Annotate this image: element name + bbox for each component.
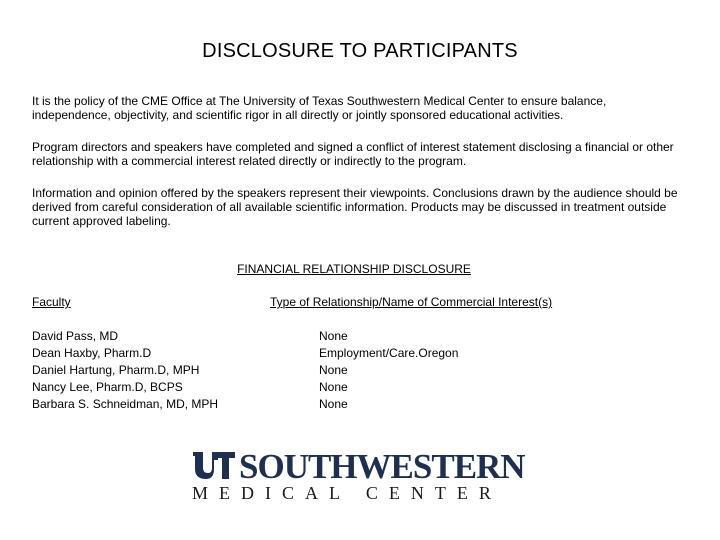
relationship-column-header: Type of Relationship/Name of Commercial Interest(s) xyxy=(270,295,553,309)
relationship-value: Employment/Care.Oregon xyxy=(319,346,459,360)
faculty-column-header: Faculty xyxy=(32,295,71,309)
logo-subtitle: MEDICAL CENTER xyxy=(192,483,502,503)
conflict-paragraph: Program directors and speakers have completed and signed a conflict of interest statement disclosing a financial or other relationship with a commercial interest related directly or indirectly to the program. xyxy=(32,140,674,168)
page-title: DISCLOSURE TO PARTICIPANTS xyxy=(202,40,518,62)
faculty-name: Barbara S. Schneidman, MD, MPH xyxy=(32,397,219,411)
faculty-name: Nancy Lee, Pharm.D, BCPS xyxy=(32,380,183,394)
ut-southwestern-logo xyxy=(192,448,526,506)
relationship-value: None xyxy=(319,329,348,343)
relationship-list xyxy=(319,328,458,413)
logo-wordmark: SOUTHWESTERN xyxy=(239,447,525,486)
relationship-value: None xyxy=(319,380,348,394)
ut-logo-mark-icon xyxy=(192,450,236,480)
opinion-paragraph: Information and opinion offered by the speakers represent their viewpoints. Conclusions drawn by the audience should be derived from careful consideration of all available scientific information. Products may be discussed in treatment outside current approved labeling. xyxy=(32,186,678,228)
faculty-name: Dean Haxby, Pharm.D xyxy=(32,346,152,360)
faculty-list xyxy=(32,328,218,413)
relationship-value: None xyxy=(319,397,348,411)
financial-disclosure-heading: FINANCIAL RELATIONSHIP DISCLOSURE xyxy=(237,262,471,276)
faculty-name: David Pass, MD xyxy=(32,329,119,343)
relationship-value: None xyxy=(319,363,348,377)
faculty-name: Daniel Hartung, Pharm.D, MPH xyxy=(32,363,200,377)
policy-paragraph: It is the policy of the CME Office at The University of Texas Southwestern Medical Center to ensure balance, independence, objectivity, and scientific rigor in all directly or jointly sponsored educational activities. xyxy=(32,94,607,122)
